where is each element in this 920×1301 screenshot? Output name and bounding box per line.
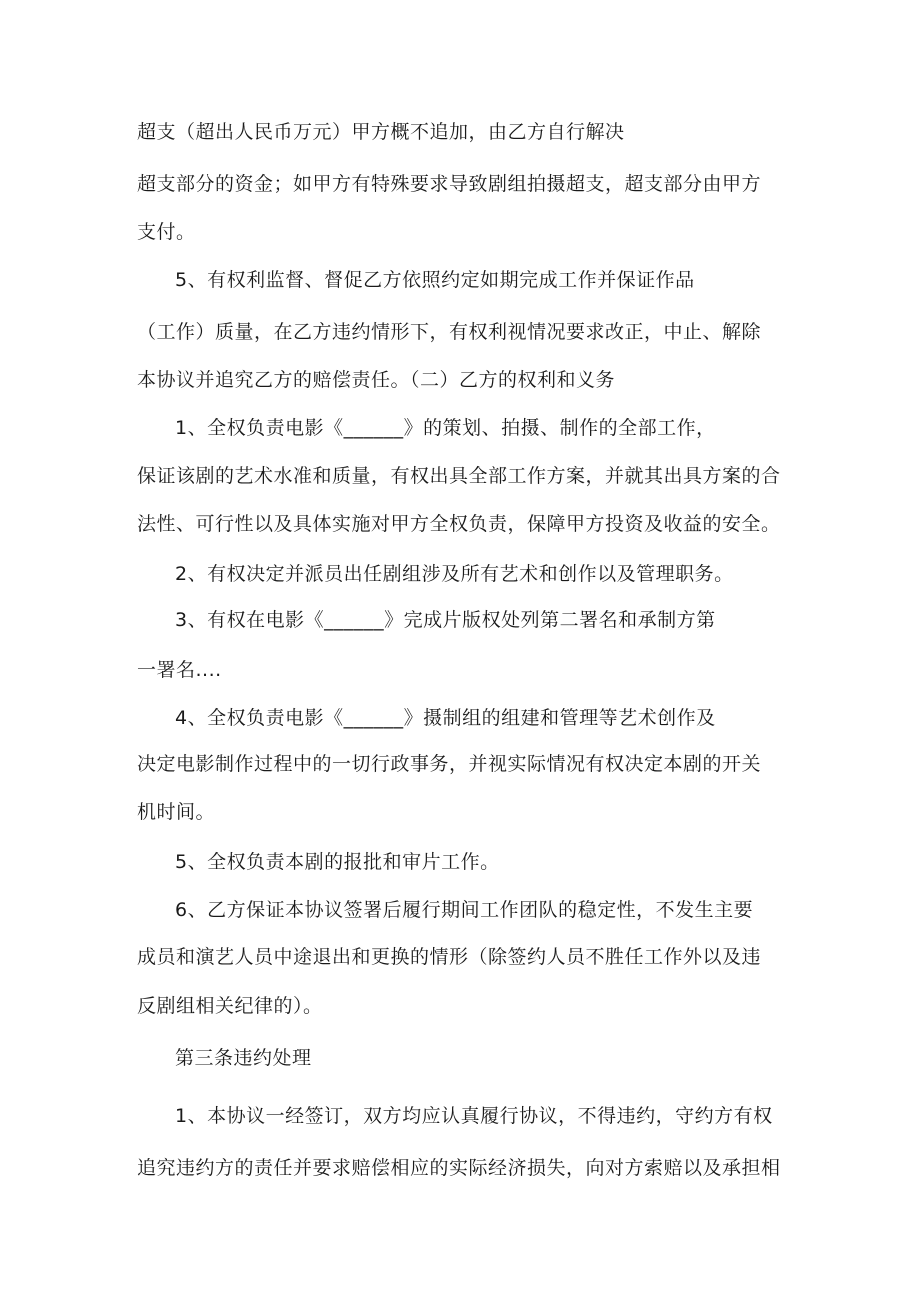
paragraph-start: 1、全权负责电影《______》的策划、拍摄、制作的全部工作，	[175, 417, 716, 439]
section-heading: 第三条违约处理	[175, 1047, 312, 1069]
text-line: 支付。	[137, 221, 196, 243]
paragraph-start: 2、有权决定并派员出任剧组涉及所有艺术和创作以及管理职务。	[175, 563, 734, 585]
text-line: 保证该剧的艺术水准和质量，有权出具全部工作方案，并就其出具方案的合	[137, 465, 781, 487]
text-line: 机时间。	[137, 801, 216, 823]
text-line: 超支（超出人民币万元）甲方概不追加，由乙方自行解决	[137, 121, 625, 143]
paragraph-start: 3、有权在电影《______》完成片版权处列第二署名和承制方第	[175, 609, 716, 631]
paragraph-start: 5、有权利监督、督促乙方依照约定如期完成工作并保证作品	[175, 269, 695, 291]
text-line: 本协议并追究乙方的赔偿责任。（二）乙方的权利和义务	[137, 369, 616, 391]
text-line: 反剧组相关纪律的）。	[137, 995, 323, 1017]
text-line: 追究违约方的责任并要求赔偿相应的实际经济损失，向对方索赔以及承担相	[137, 1157, 781, 1179]
paragraph-start: 4、全权负责电影《______》摄制组的组建和管理等艺术创作及	[175, 707, 716, 729]
paragraph-start: 6、乙方保证本协议签署后履行期间工作团队的稳定性，不发生主要	[175, 899, 754, 921]
paragraph-start: 5、全权负责本剧的报批和审片工作。	[175, 851, 500, 873]
text-line: 超支部分的资金；如甲方有特殊要求导致剧组拍摄超支，超支部分由甲方	[137, 173, 762, 195]
text-line: 决定电影制作过程中的一切行政事务，并视实际情况有权决定本剧的开关	[137, 753, 762, 775]
text-line: 法性、可行性以及具体实施对甲方全权负责，保障甲方投资及收益的安全。	[137, 513, 781, 535]
text-line: 成员和演艺人员中途退出和更换的情形（除签约人员不胜任工作外以及违	[137, 946, 762, 968]
text-line: 一署名....	[137, 659, 222, 681]
text-line: （工作）质量，在乙方违约情形下，有权利视情况要求改正，中止、解除	[137, 321, 762, 343]
paragraph-start: 1、本协议一经签订，双方均应认真履行协议，不得违约，守约方有权	[175, 1105, 773, 1127]
